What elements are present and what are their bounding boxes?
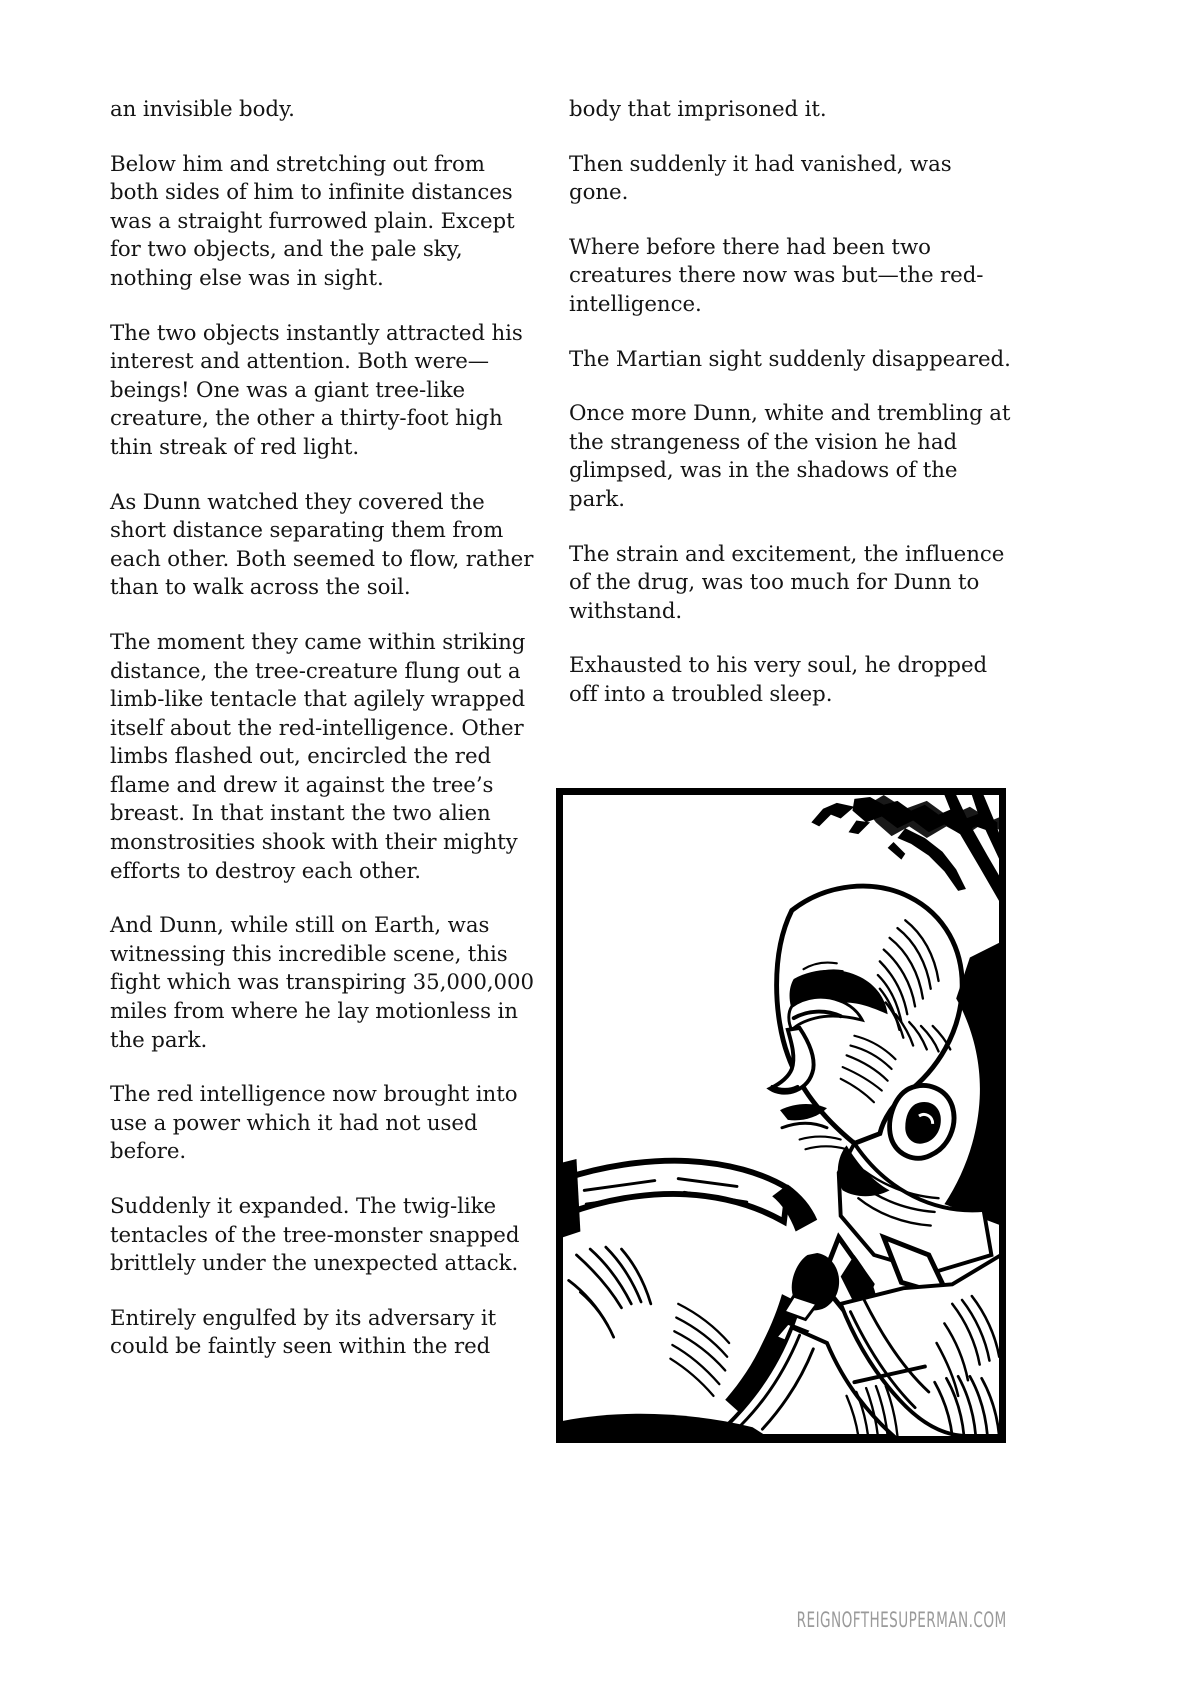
- right-text-column: [569, 96, 1011, 710]
- paragraph: As Dunn watched they covered the short distance separating them from each other. Both seemed to flow, rather than to walk across the soil.: [110, 489, 534, 601]
- paragraph: an invisible body.: [110, 97, 295, 122]
- paragraph: Suddenly it expanded. The twig-like tentacles of the tree-monster snapped brittlely under the unexpected attack.: [110, 1194, 520, 1277]
- paragraph: The Martian sight suddenly disappeared.: [569, 346, 1011, 372]
- paragraph: Exhausted to his very soul, he dropped off into a troubled sleep.: [569, 653, 988, 707]
- paragraph: The moment they came within striking distance, the tree-creature flung out a limb-like tentacle that agilely wrapped itself about the red-intelligence. Other limbs flashed out, encircled the red flame and drew it against the tree’s breast. In that instant the two alien monstrosities shook with their mighty efforts to destroy each other.: [110, 629, 526, 884]
- paragraph: Where before there had been two creatures there now was but—the red-intelligence.: [569, 234, 984, 317]
- paragraph: The strain and excitement, the influence of the drug, was too much for Dunn to withstand.: [569, 541, 1005, 624]
- paragraph: And Dunn, while still on Earth, was witnessing this incredible scene, this fight which was transpiring 35,000,000 miles from where he lay motionless in the park.: [110, 913, 535, 1053]
- paragraph: Then suddenly it had vanished, was gone.: [569, 151, 952, 206]
- paragraph: The two objects instantly attracted his interest and attention. Both were—beings! One was a giant tree-like creature, the other a thirty-foot high thin streak of red light.: [110, 320, 523, 460]
- site-watermark: REIGNOFTHESUPERMAN.COM: [797, 1608, 1007, 1632]
- paragraph: body that imprisoned it.: [569, 97, 827, 122]
- illustration-artwork: [563, 795, 999, 1436]
- paragraph: Entirely engulfed by its adversary it could be faintly seen within the red: [110, 1305, 497, 1360]
- illustration-sleeping-man: [556, 788, 1006, 1443]
- paragraph: Below him and stretching out from both sides of him to infinite distances was a straight furrowed plain. Except for two objects, and the pale sky, nothing else was in sight.: [110, 151, 515, 291]
- paragraph: Once more Dunn, white and trembling at the strangeness of the vision he had glimpsed, was in the shadows of the park.: [569, 401, 1011, 512]
- left-text-column: [110, 96, 538, 1362]
- paragraph: The red intelligence now brought into use a power which it had not used before.: [110, 1082, 518, 1165]
